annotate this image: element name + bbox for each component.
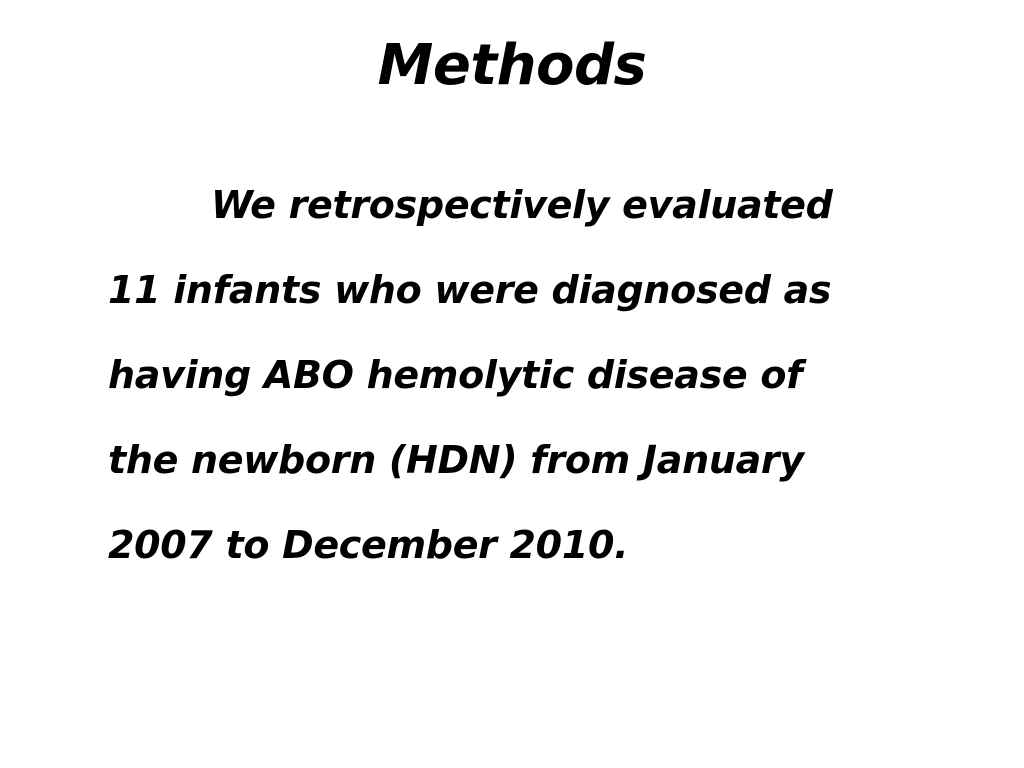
paragraph-line: having ABO hemolytic disease of xyxy=(108,353,803,397)
paragraph-line: 11 infants who were diagnosed as xyxy=(108,268,832,312)
paragraph-line: the newborn (HDN) from January xyxy=(108,438,804,482)
methods-paragraph xyxy=(108,176,908,601)
paragraph-line: 2007 to December 2010. xyxy=(108,523,629,567)
slide-title: Methods xyxy=(377,33,647,98)
paragraph-line: We retrospectively evaluated xyxy=(211,183,833,227)
